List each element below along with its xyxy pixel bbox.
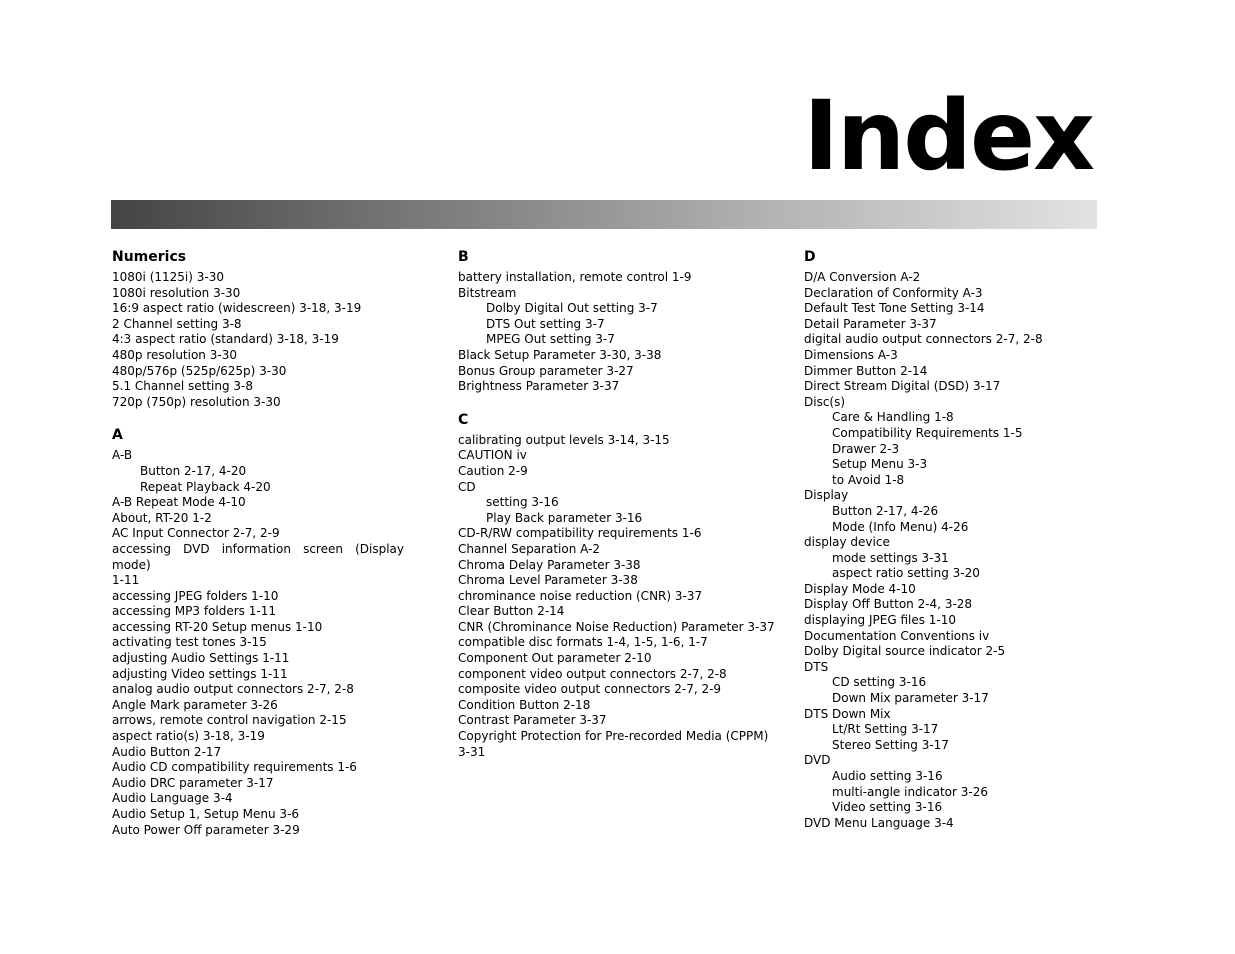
index-entry: chrominance noise reduction (CNR) 3-37 <box>458 588 703 603</box>
index-entry: Chroma Delay Parameter 3-38 <box>458 557 641 572</box>
index-subentry: Repeat Playback 4-20 <box>140 479 271 494</box>
index-entry: 1-11 <box>112 573 140 588</box>
index-entry: Angle Mark parameter 3-26 <box>112 697 278 712</box>
index-section <box>112 426 404 838</box>
index-subentry: Setup Menu 3-3 <box>832 457 928 472</box>
index-entry: Copyright Protection for Pre-recorded Media (CPPM) <box>458 729 769 744</box>
index-entry: About, RT-20 1-2 <box>112 510 212 525</box>
index-entry: Clear Button 2-14 <box>458 604 565 619</box>
index-entry: Dimmer Button 2-14 <box>804 363 928 378</box>
index-entry: Bonus Group parameter 3-27 <box>458 363 634 378</box>
index-subentry: Compatibility Requirements 1-5 <box>832 425 1023 440</box>
index-entry: activating test tones 3-15 <box>112 635 267 650</box>
index-entry: 16:9 aspect ratio (widescreen) 3-18, 3-19 <box>112 301 362 316</box>
index-entry: Declaration of Conformity A-3 <box>804 285 983 300</box>
section-heading: A <box>112 427 123 444</box>
index-entry: Black Setup Parameter 3-30, 3-38 <box>458 347 662 362</box>
index-column-3 <box>804 248 1104 847</box>
index-entry: Condition Button 2-18 <box>458 697 591 712</box>
index-entry: CNR (Chrominance Noise Reduction) Parameter 3-37 <box>458 619 775 634</box>
index-entry: Brightness Parameter 3-37 <box>458 379 620 394</box>
index-entry: Audio Setup 1, Setup Menu 3-6 <box>112 807 300 821</box>
index-subentry: aspect ratio setting 3-20 <box>832 566 980 581</box>
index-entry: Dimensions A-3 <box>804 347 898 362</box>
index-subentry: Down Mix parameter 3-17 <box>832 691 989 706</box>
index-entry: Auto Power Off parameter 3-29 <box>112 822 300 837</box>
index-subentry: Video setting 3-16 <box>832 800 943 815</box>
index-section <box>804 248 1104 831</box>
index-entry: Audio Button 2-17 <box>112 744 222 759</box>
index-subentry: to Avoid 1-8 <box>832 472 905 487</box>
index-entry: CD <box>458 479 476 494</box>
index-entry: 2 Channel setting 3-8 <box>112 316 242 331</box>
index-entry: Channel Separation A-2 <box>458 541 601 556</box>
index-entry: Display Mode 4-10 <box>804 581 916 596</box>
index-entry: Component Out parameter 2-10 <box>458 651 652 666</box>
index-entry: Documentation Conventions iv <box>804 628 990 643</box>
index-entry: Disc(s) <box>804 394 846 409</box>
index-subentry: mode settings 3-31 <box>832 550 949 565</box>
index-entry: DVD Menu Language 3-4 <box>804 815 954 830</box>
index-subentry: Lt/Rt Setting 3-17 <box>832 722 939 737</box>
index-subentry: Care & Handling 1-8 <box>832 410 954 425</box>
index-entry: Display <box>804 488 849 503</box>
index-entry: A-B <box>112 448 133 463</box>
index-entry: accessing RT-20 Setup menus 1-10 <box>112 619 323 634</box>
index-entry: Detail Parameter 3-37 <box>804 316 937 331</box>
index-entry: component video output connectors 2-7, 2-8 <box>458 666 727 681</box>
index-entry: CD-R/RW compatibility requirements 1-6 <box>458 526 702 541</box>
index-entry: 4:3 aspect ratio (standard) 3-18, 3-19 <box>112 332 339 347</box>
index-entry: composite video output connectors 2-7, 2-9 <box>458 682 722 697</box>
index-subentry: Button 2-17, 4-20 <box>140 463 247 478</box>
index-subentry: Mode (Info Menu) 4-26 <box>832 519 969 534</box>
index-entry: 5.1 Channel setting 3-8 <box>112 379 253 394</box>
section-heading: C <box>458 411 469 428</box>
index-section <box>458 411 775 760</box>
index-entry: 480p resolution 3-30 <box>112 347 237 362</box>
index-entry: digital audio output connectors 2-7, 2-8 <box>804 332 1043 347</box>
index-entry: displaying JPEG files 1-10 <box>804 613 957 628</box>
index-column-2 <box>458 248 775 776</box>
index-entry: Audio CD compatibility requirements 1-6 <box>112 760 357 775</box>
index-entry: display device <box>804 535 890 550</box>
header-gradient-bar <box>111 200 1097 229</box>
index-entry: accessing DVD information screen (Display mode) <box>112 541 404 572</box>
index-entry: 3-31 <box>458 744 486 759</box>
index-entry: AC Input Connector 2-7, 2-9 <box>112 526 280 541</box>
index-entry: 480p/576p (525p/625p) 3-30 <box>112 363 287 378</box>
index-entry: adjusting Video settings 1-11 <box>112 666 288 681</box>
index-entry: adjusting Audio Settings 1-11 <box>112 651 290 666</box>
index-section <box>112 248 404 410</box>
index-entry: D/A Conversion A-2 <box>804 270 921 284</box>
index-subentry: MPEG Out setting 3-7 <box>486 332 615 347</box>
index-entry: aspect ratio(s) 3-18, 3-19 <box>112 729 265 744</box>
index-entry: Chroma Level Parameter 3-38 <box>458 573 638 588</box>
index-entry: Bitstream <box>458 285 517 300</box>
index-subentry: Button 2-17, 4-26 <box>832 503 939 518</box>
index-entry: Audio Language 3-4 <box>112 791 233 806</box>
index-entry: DTS Down Mix <box>804 706 891 721</box>
index-subentry: Dolby Digital Out setting 3-7 <box>486 301 658 316</box>
index-entry: compatible disc formats 1-4, 1-5, 1-6, 1-7 <box>458 635 708 650</box>
index-entry: 720p (750p) resolution 3-30 <box>112 394 281 409</box>
index-entry: Audio DRC parameter 3-17 <box>112 775 274 790</box>
index-entry: Dolby Digital source indicator 2-5 <box>804 644 1006 659</box>
index-entry: DTS <box>804 659 829 674</box>
section-heading: D <box>804 249 816 265</box>
index-entry: analog audio output connectors 2-7, 2-8 <box>112 682 354 697</box>
index-subentry: multi-angle indicator 3-26 <box>832 784 988 799</box>
index-entry: Display Off Button 2-4, 3-28 <box>804 597 973 612</box>
index-entry: accessing JPEG folders 1-10 <box>112 588 279 603</box>
index-entry: CAUTION iv <box>458 448 527 463</box>
index-subentry: Audio setting 3-16 <box>832 769 943 783</box>
index-entry: 1080i resolution 3-30 <box>112 285 241 300</box>
index-subentry: CD setting 3-16 <box>832 675 927 690</box>
index-entry: calibrating output levels 3-14, 3-15 <box>458 432 670 447</box>
index-entry: DVD <box>804 753 831 768</box>
index-section <box>458 248 758 395</box>
index-entry: battery installation, remote control 1-9 <box>458 270 692 284</box>
index-subentry: Stereo Setting 3-17 <box>832 737 949 752</box>
index-subentry: Drawer 2-3 <box>832 441 900 456</box>
section-heading: Numerics <box>112 249 187 265</box>
index-subentry: DTS Out setting 3-7 <box>486 316 605 331</box>
index-subentry: Play Back parameter 3-16 <box>486 510 643 525</box>
index-column-1 <box>112 248 404 854</box>
index-subentry: setting 3-16 <box>486 495 559 510</box>
index-entry: Contrast Parameter 3-37 <box>458 713 607 728</box>
index-entry: A-B Repeat Mode 4-10 <box>112 495 246 510</box>
index-entry: 1080i (1125i) 3-30 <box>112 270 224 284</box>
index-entry: Direct Stream Digital (DSD) 3-17 <box>804 379 1001 394</box>
page-title: Index <box>803 80 1093 192</box>
index-entry: Caution 2-9 <box>458 463 528 478</box>
index-entry: Default Test Tone Setting 3-14 <box>804 301 985 316</box>
index-entry: arrows, remote control navigation 2-15 <box>112 713 347 728</box>
index-entry: accessing MP3 folders 1-11 <box>112 604 276 619</box>
section-heading: B <box>458 249 469 265</box>
